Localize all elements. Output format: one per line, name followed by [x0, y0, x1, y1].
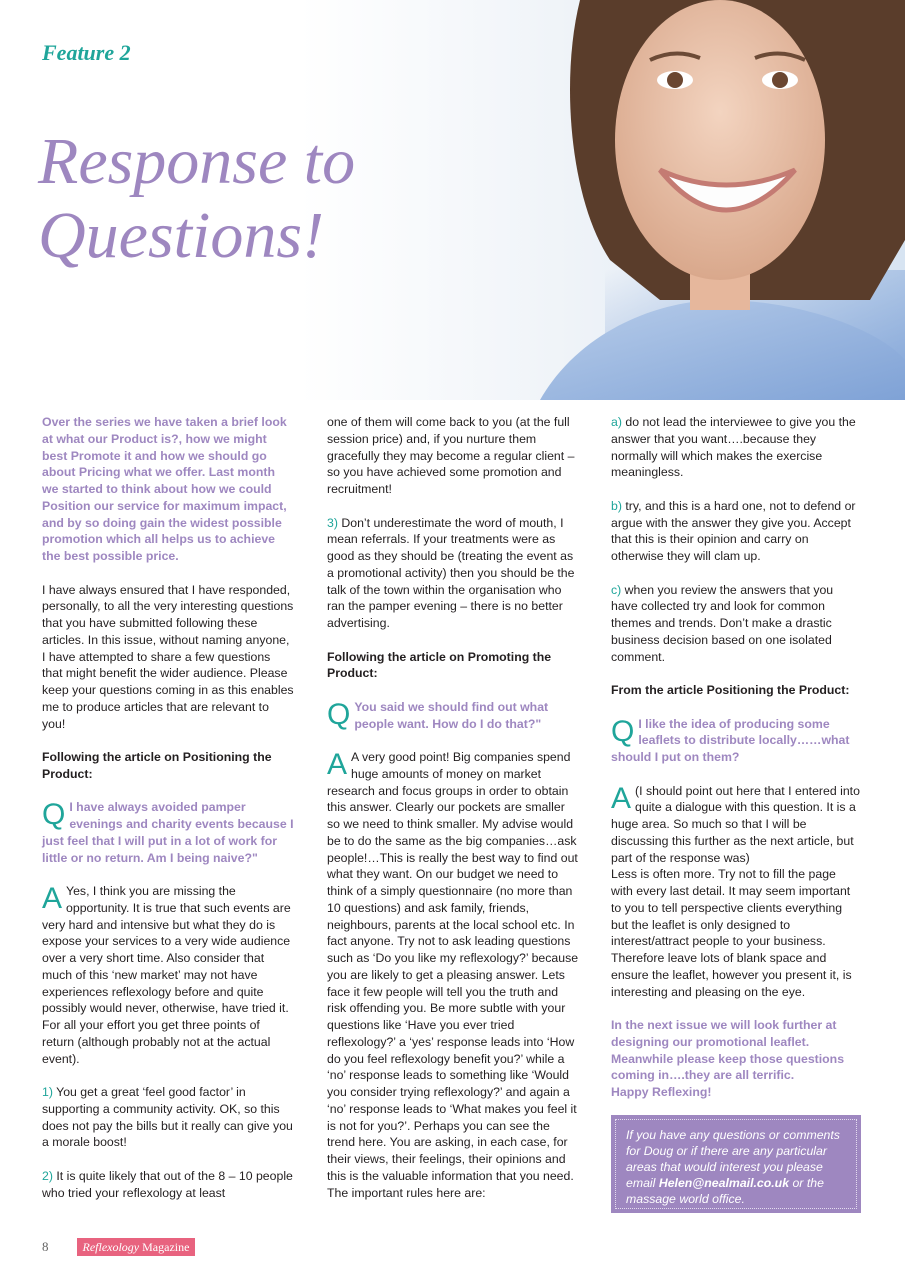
rule-b: [611, 498, 861, 565]
section-heading-positioning-2: From the article Positioning the Product:: [611, 683, 850, 697]
question-1: [42, 799, 294, 866]
answer-1-text: Yes, I think you are missing the opportunity. It is true that such events are very hard and intensive but what they do is expose your services to a very wide audience over a very short time. Also consider that much of this ‘new market’ may not have experiences reflexology before and quite possibly would never, otherwise, have tried it. For all your effort you get three points of return (although probably not at the actual event).: [42, 884, 291, 1066]
point-2-continued: one of them will come back to you (at the full session price) and, if you nurture them gracefully they may become a regular client – so you have achieved some promotion and recruitment!: [327, 415, 575, 496]
rule-c: [611, 582, 861, 666]
answer-3-intro: (I should point out here that I entered into quite a dialogue with this question. It is a huge area. So much so that I will be discussing this further as the next article, but part of the response was): [611, 783, 860, 865]
hero-portrait-image: [540, 0, 905, 400]
question-2-text: You said we should find out what people want. How do I do that?": [354, 699, 549, 731]
point-1: [42, 1084, 294, 1151]
point-2-number: 2): [42, 1168, 53, 1183]
intro-lead: Over the series we have taken a brief look at what our Product is?, how we might best Promote it and how we should go about Pricing what we offer. Last month we started to think about how we could Position our service for maximum impact, and by so doing gain the widest possible promotion which all helps us to achieve the best possible price.: [42, 415, 287, 563]
question-2: [327, 699, 579, 733]
section-heading-promoting: Following the article on Promoting the Product:: [327, 649, 552, 681]
page-footer: [42, 1238, 195, 1256]
rule-a-letter: a): [611, 415, 622, 429]
closing-note: [611, 1017, 861, 1101]
rule-c-text: when you review the answers that you have collected try and look for common themes and trends. Don’t make a drastic business decision based on one isolated comment.: [611, 582, 834, 664]
answer-2-text: A very good point! Big companies spend huge amounts of money on market research and focus groups in order to obtain this answer. Clearly our pockets are smaller so we need to think smaller. My advise would be to do the same as the big companies…ask people!…This is really the best way to find out what they want. On our budget we need to think of a simply questionnaire (no more than 10 questions) and ask family, friends, neighbours, parents at the local school etc. In fact anyone. Try not to ask leading questions such as ‘Do you like my reflexology?’ because you are likely to get a pleasing answer. Lets face it few people will tell you the truth and risk offending you. Be more subtle with your questions like ‘Have you ever tried reflexology?’ a ‘yes’ response leads into ‘How do you feel reflexology benefit you?’ while a ‘no’ response leads to something like ‘Would you consider trying reflexology?’ and again a ‘no’ response leads to ‘What makes you feel it is not for you?’. Perhaps you can see the trend here. You are asking, in each case, for their views, their feelings, their opinions and this is the valuable information that you need. The important rules here are:: [327, 750, 579, 1200]
question-letter: Q: [327, 697, 351, 731]
point-3-number: 3): [327, 515, 338, 530]
page-title-line-2: Questions!: [38, 199, 324, 272]
magazine-name-italic: Reflexology: [82, 1240, 140, 1254]
page-title-line-1: Response to: [38, 125, 356, 198]
callout-text-after: or the massage world office.: [626, 1176, 824, 1206]
closing-signoff: Happy Reflexing!: [611, 1085, 712, 1099]
article-column-2: [327, 414, 579, 1218]
answer-letter: A: [42, 882, 63, 915]
answer-letter: A: [327, 748, 348, 781]
section-heading-positioning: Following the article on Positioning the Product:: [42, 750, 272, 781]
callout-email-link[interactable]: Helen@nealmail.co.uk: [658, 1176, 790, 1190]
contact-callout-text: [615, 1119, 857, 1209]
question-3: [611, 716, 861, 766]
magazine-tag: [77, 1238, 196, 1256]
question-3-text: I like the idea of producing some leaflets to distribute locally……what should I put on them?: [611, 716, 850, 764]
answer-1: [42, 883, 294, 1067]
rule-a: [611, 414, 861, 481]
page-number: 8: [42, 1239, 49, 1254]
rule-b-text: try, and this is a hard one, not to defend or argue with the answer they give you. Accept that this is their opinion and carry on otherwise they will clam up.: [611, 498, 856, 563]
answer-letter: A: [611, 781, 632, 815]
page-title: [38, 125, 398, 273]
rule-c-letter: c): [611, 582, 622, 597]
closing-text: In the next issue we will look further at designing our promotional leaflet. Meanwhile please keep those questions coming in….they are all terrific.: [611, 1018, 845, 1083]
point-1-text: You get a great ‘feel good factor’ in supporting a community activity. OK, so this does not pay the bills but it really can give you a morale boost!: [42, 1085, 293, 1150]
question-letter: Q: [42, 798, 66, 832]
point-2: [42, 1168, 294, 1202]
point-3-text: Don’t underestimate the word of mouth, I mean referrals. If your treatments were as good as they should be (treating the event as a promotional activity) then you should be the talk of the town within the organisation who ran the pamper evening – there is no better advertising.: [327, 515, 575, 630]
point-1-number: 1): [42, 1085, 53, 1099]
point-3: [327, 515, 579, 632]
point-2-text: It is quite likely that out of the 8 – 10 people who tried your reflexology at least: [42, 1168, 293, 1200]
answer-3: [611, 783, 861, 1001]
magazine-name-rest: Magazine: [142, 1240, 190, 1254]
contact-callout-box: [611, 1115, 861, 1213]
answer-3-body: Less is often more. Try not to fill the page with every last detail. It may seem important to you to tell perspective clients everything but the leaflet is only designed to interest/attract people to your business. Therefore leave lots of blank space and ensure the leaflet, however you present it, is interesting and pleasing on the eye.: [611, 867, 852, 999]
article-column-3: [611, 414, 861, 1118]
intro-body: I have always ensured that I have responded, personally, to all the very interesting questions that you have submitted following these articles. In this issue, without naming anyone, I have attempted to share a few questions that might benefit the wider audience. Please keep your questions coming in as this enables me to produce articles that are relevant to you!: [42, 582, 294, 731]
article-column-1: [42, 414, 294, 1218]
rule-a-text: do not lead the interviewee to give you the answer that you want….because they normally will which makes the exercise meaningless.: [611, 415, 856, 480]
answer-2: [327, 749, 579, 1201]
callout-text-before: If you have any questions or comments for Doug or if there are any particular areas that would interest you please email: [626, 1128, 840, 1190]
feature-label: Feature 2: [42, 40, 131, 65]
question-letter: Q: [611, 714, 635, 748]
question-1-text: I have always avoided pamper evenings and charity events because I just feel that I will put in a lot of work for little or no return. Am I being naive?": [42, 800, 294, 865]
rule-b-letter: b): [611, 498, 622, 513]
